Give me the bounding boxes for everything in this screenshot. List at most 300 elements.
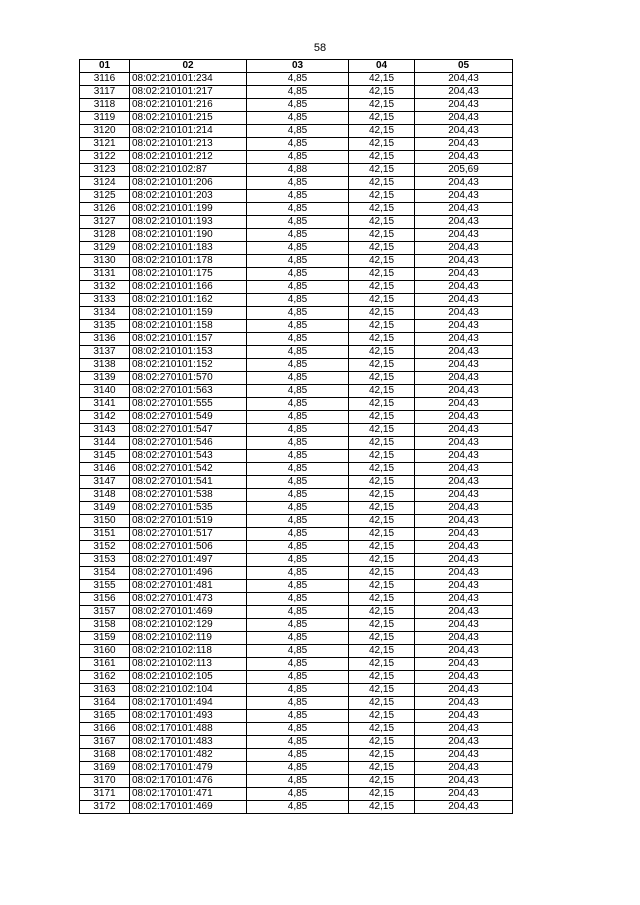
cadastral-number-cell: 08:02:270101:570 <box>130 372 247 385</box>
value-04-cell: 42,15 <box>349 411 415 424</box>
value-05-cell: 204,43 <box>415 788 513 801</box>
value-03-cell: 4,85 <box>247 203 349 216</box>
table-row <box>80 775 513 788</box>
header-col-04: 04 <box>349 60 415 73</box>
table-row <box>80 736 513 749</box>
row-number-cell: 3137 <box>80 346 130 359</box>
value-03-cell: 4,85 <box>247 541 349 554</box>
value-05-cell: 204,43 <box>415 762 513 775</box>
value-05-cell: 204,43 <box>415 398 513 411</box>
header-col-03: 03 <box>247 60 349 73</box>
value-03-cell: 4,85 <box>247 73 349 86</box>
value-05-cell: 204,43 <box>415 606 513 619</box>
cadastral-number-cell: 08:02:210101:152 <box>130 359 247 372</box>
cadastral-number-cell: 08:02:270101:473 <box>130 593 247 606</box>
cadastral-number-cell: 08:02:270101:542 <box>130 463 247 476</box>
cadastral-number-cell: 08:02:170101:476 <box>130 775 247 788</box>
value-04-cell: 42,15 <box>349 216 415 229</box>
value-05-cell: 204,43 <box>415 242 513 255</box>
cadastral-number-cell: 08:02:210102:104 <box>130 684 247 697</box>
row-number-cell: 3128 <box>80 229 130 242</box>
cadastral-number-cell: 08:02:270101:538 <box>130 489 247 502</box>
table-row <box>80 450 513 463</box>
page-number: 58 <box>313 42 327 54</box>
value-04-cell: 42,15 <box>349 229 415 242</box>
value-03-cell: 4,85 <box>247 450 349 463</box>
value-04-cell: 42,15 <box>349 190 415 203</box>
row-number-cell: 3165 <box>80 710 130 723</box>
table-row <box>80 307 513 320</box>
value-03-cell: 4,85 <box>247 775 349 788</box>
value-04-cell: 42,15 <box>349 203 415 216</box>
value-04-cell: 42,15 <box>349 151 415 164</box>
cadastral-number-cell: 08:02:210101:175 <box>130 268 247 281</box>
value-05-cell: 204,43 <box>415 723 513 736</box>
value-05-cell: 204,43 <box>415 541 513 554</box>
cadastral-number-cell: 08:02:270101:506 <box>130 541 247 554</box>
value-04-cell: 42,15 <box>349 736 415 749</box>
value-03-cell: 4,85 <box>247 372 349 385</box>
value-04-cell: 42,15 <box>349 476 415 489</box>
row-number-cell: 3125 <box>80 190 130 203</box>
value-04-cell: 42,15 <box>349 450 415 463</box>
value-04-cell: 42,15 <box>349 281 415 294</box>
table-row <box>80 151 513 164</box>
cadastral-number-cell: 08:02:210101:234 <box>130 73 247 86</box>
value-04-cell: 42,15 <box>349 489 415 502</box>
value-03-cell: 4,85 <box>247 515 349 528</box>
table-row <box>80 801 513 814</box>
value-04-cell: 42,15 <box>349 567 415 580</box>
value-05-cell: 204,43 <box>415 580 513 593</box>
value-03-cell: 4,85 <box>247 528 349 541</box>
value-04-cell: 42,15 <box>349 73 415 86</box>
value-03-cell: 4,85 <box>247 294 349 307</box>
value-05-cell: 204,43 <box>415 554 513 567</box>
table-row <box>80 645 513 658</box>
value-05-cell: 204,43 <box>415 411 513 424</box>
value-04-cell: 42,15 <box>349 580 415 593</box>
table-row <box>80 229 513 242</box>
row-number-cell: 3145 <box>80 450 130 463</box>
cadastral-number-cell: 08:02:270101:481 <box>130 580 247 593</box>
value-04-cell: 42,15 <box>349 177 415 190</box>
value-04-cell: 42,15 <box>349 385 415 398</box>
value-04-cell: 42,15 <box>349 684 415 697</box>
value-04-cell: 42,15 <box>349 307 415 320</box>
value-03-cell: 4,85 <box>247 645 349 658</box>
row-number-cell: 3150 <box>80 515 130 528</box>
value-05-cell: 204,43 <box>415 697 513 710</box>
value-04-cell: 42,15 <box>349 372 415 385</box>
row-number-cell: 3134 <box>80 307 130 320</box>
table-row <box>80 749 513 762</box>
table-row <box>80 398 513 411</box>
value-03-cell: 4,85 <box>247 359 349 372</box>
value-04-cell: 42,15 <box>349 723 415 736</box>
cadastral-number-cell: 08:02:270101:543 <box>130 450 247 463</box>
table-row <box>80 164 513 177</box>
value-05-cell: 205,69 <box>415 164 513 177</box>
row-number-cell: 3160 <box>80 645 130 658</box>
value-03-cell: 4,85 <box>247 86 349 99</box>
row-number-cell: 3139 <box>80 372 130 385</box>
row-number-cell: 3117 <box>80 86 130 99</box>
value-03-cell: 4,85 <box>247 671 349 684</box>
row-number-cell: 3122 <box>80 151 130 164</box>
value-03-cell: 4,85 <box>247 281 349 294</box>
cadastral-number-cell: 08:02:270101:517 <box>130 528 247 541</box>
value-05-cell: 204,43 <box>415 424 513 437</box>
cadastral-number-cell: 08:02:170101:493 <box>130 710 247 723</box>
value-04-cell: 42,15 <box>349 463 415 476</box>
row-number-cell: 3170 <box>80 775 130 788</box>
table-row <box>80 125 513 138</box>
table-row <box>80 762 513 775</box>
value-05-cell: 204,43 <box>415 567 513 580</box>
cadastral-number-cell: 08:02:170101:483 <box>130 736 247 749</box>
value-05-cell: 204,43 <box>415 333 513 346</box>
table-row <box>80 788 513 801</box>
value-05-cell: 204,43 <box>415 463 513 476</box>
cadastral-number-cell: 08:02:270101:496 <box>130 567 247 580</box>
value-03-cell: 4,85 <box>247 554 349 567</box>
cadastral-number-cell: 08:02:210101:159 <box>130 307 247 320</box>
cadastral-number-cell: 08:02:210101:190 <box>130 229 247 242</box>
value-05-cell: 204,43 <box>415 320 513 333</box>
cadastral-number-cell: 08:02:210101:166 <box>130 281 247 294</box>
cadastral-number-cell: 08:02:210102:119 <box>130 632 247 645</box>
row-number-cell: 3142 <box>80 411 130 424</box>
value-03-cell: 4,85 <box>247 385 349 398</box>
cadastral-number-cell: 08:02:210101:213 <box>130 138 247 151</box>
value-03-cell: 4,85 <box>247 632 349 645</box>
value-04-cell: 42,15 <box>349 86 415 99</box>
value-03-cell: 4,85 <box>247 489 349 502</box>
value-05-cell: 204,43 <box>415 112 513 125</box>
value-05-cell: 204,43 <box>415 151 513 164</box>
value-05-cell: 204,43 <box>415 229 513 242</box>
value-04-cell: 42,15 <box>349 424 415 437</box>
table-row <box>80 437 513 450</box>
value-04-cell: 42,15 <box>349 528 415 541</box>
value-05-cell: 204,43 <box>415 619 513 632</box>
value-03-cell: 4,88 <box>247 164 349 177</box>
value-05-cell: 204,43 <box>415 190 513 203</box>
value-04-cell: 42,15 <box>349 255 415 268</box>
value-04-cell: 42,15 <box>349 359 415 372</box>
table-row <box>80 515 513 528</box>
value-04-cell: 42,15 <box>349 554 415 567</box>
row-number-cell: 3152 <box>80 541 130 554</box>
value-05-cell: 204,43 <box>415 99 513 112</box>
row-number-cell: 3131 <box>80 268 130 281</box>
table-row <box>80 632 513 645</box>
row-number-cell: 3121 <box>80 138 130 151</box>
value-04-cell: 42,15 <box>349 398 415 411</box>
header-col-02: 02 <box>130 60 247 73</box>
data-table <box>79 59 513 814</box>
value-05-cell: 204,43 <box>415 710 513 723</box>
cadastral-number-cell: 08:02:270101:555 <box>130 398 247 411</box>
cadastral-number-cell: 08:02:270101:549 <box>130 411 247 424</box>
value-03-cell: 4,85 <box>247 255 349 268</box>
cadastral-number-cell: 08:02:210101:206 <box>130 177 247 190</box>
value-04-cell: 42,15 <box>349 606 415 619</box>
value-05-cell: 204,43 <box>415 385 513 398</box>
cadastral-number-cell: 08:02:170101:482 <box>130 749 247 762</box>
row-number-cell: 3171 <box>80 788 130 801</box>
row-number-cell: 3164 <box>80 697 130 710</box>
value-03-cell: 4,85 <box>247 229 349 242</box>
value-03-cell: 4,85 <box>247 398 349 411</box>
value-04-cell: 42,15 <box>349 645 415 658</box>
value-04-cell: 42,15 <box>349 320 415 333</box>
value-03-cell: 4,85 <box>247 242 349 255</box>
table-row <box>80 593 513 606</box>
cadastral-number-cell: 08:02:270101:563 <box>130 385 247 398</box>
table-row <box>80 411 513 424</box>
value-03-cell: 4,85 <box>247 307 349 320</box>
value-03-cell: 4,85 <box>247 177 349 190</box>
value-03-cell: 4,85 <box>247 788 349 801</box>
value-04-cell: 42,15 <box>349 125 415 138</box>
row-number-cell: 3116 <box>80 73 130 86</box>
header-col-05: 05 <box>415 60 513 73</box>
value-04-cell: 42,15 <box>349 242 415 255</box>
table-row <box>80 710 513 723</box>
value-03-cell: 4,85 <box>247 658 349 671</box>
cadastral-number-cell: 08:02:210102:129 <box>130 619 247 632</box>
value-03-cell: 4,85 <box>247 268 349 281</box>
table-row <box>80 86 513 99</box>
table-row <box>80 671 513 684</box>
cadastral-number-cell: 08:02:210101:217 <box>130 86 247 99</box>
value-04-cell: 42,15 <box>349 632 415 645</box>
value-05-cell: 204,43 <box>415 359 513 372</box>
value-05-cell: 204,43 <box>415 645 513 658</box>
table-row <box>80 554 513 567</box>
value-05-cell: 204,43 <box>415 346 513 359</box>
row-number-cell: 3141 <box>80 398 130 411</box>
cadastral-number-cell: 08:02:210101:215 <box>130 112 247 125</box>
value-05-cell: 204,43 <box>415 489 513 502</box>
row-number-cell: 3147 <box>80 476 130 489</box>
value-05-cell: 204,43 <box>415 684 513 697</box>
value-05-cell: 204,43 <box>415 437 513 450</box>
value-03-cell: 4,85 <box>247 749 349 762</box>
table-row <box>80 580 513 593</box>
row-number-cell: 3162 <box>80 671 130 684</box>
value-04-cell: 42,15 <box>349 788 415 801</box>
value-03-cell: 4,85 <box>247 411 349 424</box>
cadastral-number-cell: 08:02:210102:118 <box>130 645 247 658</box>
table-row <box>80 619 513 632</box>
cadastral-number-cell: 08:02:170101:488 <box>130 723 247 736</box>
value-05-cell: 204,43 <box>415 138 513 151</box>
cadastral-number-cell: 08:02:170101:469 <box>130 801 247 814</box>
value-04-cell: 42,15 <box>349 658 415 671</box>
table-row <box>80 541 513 554</box>
row-number-cell: 3166 <box>80 723 130 736</box>
table-row <box>80 463 513 476</box>
value-03-cell: 4,85 <box>247 593 349 606</box>
cadastral-number-cell: 08:02:270101:541 <box>130 476 247 489</box>
cadastral-number-cell: 08:02:270101:546 <box>130 437 247 450</box>
table-row <box>80 684 513 697</box>
table-row <box>80 268 513 281</box>
row-number-cell: 3129 <box>80 242 130 255</box>
value-03-cell: 4,85 <box>247 697 349 710</box>
value-03-cell: 4,85 <box>247 567 349 580</box>
cadastral-number-cell: 08:02:270101:497 <box>130 554 247 567</box>
value-05-cell: 204,43 <box>415 125 513 138</box>
cadastral-number-cell: 08:02:210101:216 <box>130 99 247 112</box>
value-05-cell: 204,43 <box>415 294 513 307</box>
value-04-cell: 42,15 <box>349 619 415 632</box>
row-number-cell: 3163 <box>80 684 130 697</box>
cadastral-number-cell: 08:02:210101:193 <box>130 216 247 229</box>
value-03-cell: 4,85 <box>247 476 349 489</box>
value-05-cell: 204,43 <box>415 450 513 463</box>
table-row <box>80 489 513 502</box>
cadastral-number-cell: 08:02:170101:479 <box>130 762 247 775</box>
value-05-cell: 204,43 <box>415 515 513 528</box>
value-05-cell: 204,43 <box>415 775 513 788</box>
value-04-cell: 42,15 <box>349 515 415 528</box>
value-03-cell: 4,85 <box>247 463 349 476</box>
table-row <box>80 606 513 619</box>
row-number-cell: 3168 <box>80 749 130 762</box>
cadastral-number-cell: 08:02:210101:212 <box>130 151 247 164</box>
table-row <box>80 216 513 229</box>
table-row <box>80 138 513 151</box>
value-03-cell: 4,85 <box>247 684 349 697</box>
cadastral-number-cell: 08:02:210101:214 <box>130 125 247 138</box>
header-col-01: 01 <box>80 60 130 73</box>
table-row <box>80 294 513 307</box>
value-04-cell: 42,15 <box>349 801 415 814</box>
value-03-cell: 4,85 <box>247 125 349 138</box>
row-number-cell: 3172 <box>80 801 130 814</box>
value-03-cell: 4,85 <box>247 333 349 346</box>
value-05-cell: 204,43 <box>415 476 513 489</box>
value-04-cell: 42,15 <box>349 346 415 359</box>
value-04-cell: 42,15 <box>349 697 415 710</box>
cadastral-number-cell: 08:02:210101:153 <box>130 346 247 359</box>
value-05-cell: 204,43 <box>415 86 513 99</box>
table-row <box>80 333 513 346</box>
table-row <box>80 99 513 112</box>
value-03-cell: 4,85 <box>247 151 349 164</box>
value-04-cell: 42,15 <box>349 99 415 112</box>
value-04-cell: 42,15 <box>349 112 415 125</box>
value-03-cell: 4,85 <box>247 437 349 450</box>
cadastral-number-cell: 08:02:210101:203 <box>130 190 247 203</box>
value-04-cell: 42,15 <box>349 541 415 554</box>
value-04-cell: 42,15 <box>349 164 415 177</box>
row-number-cell: 3135 <box>80 320 130 333</box>
table-row <box>80 697 513 710</box>
row-number-cell: 3130 <box>80 255 130 268</box>
table-row <box>80 73 513 86</box>
value-05-cell: 204,43 <box>415 281 513 294</box>
row-number-cell: 3167 <box>80 736 130 749</box>
table-row <box>80 723 513 736</box>
table-row <box>80 385 513 398</box>
value-05-cell: 204,43 <box>415 736 513 749</box>
table-row <box>80 424 513 437</box>
cadastral-number-cell: 08:02:170101:494 <box>130 697 247 710</box>
value-04-cell: 42,15 <box>349 437 415 450</box>
row-number-cell: 3159 <box>80 632 130 645</box>
row-number-cell: 3127 <box>80 216 130 229</box>
row-number-cell: 3156 <box>80 593 130 606</box>
value-04-cell: 42,15 <box>349 294 415 307</box>
row-number-cell: 3138 <box>80 359 130 372</box>
value-03-cell: 4,85 <box>247 606 349 619</box>
cadastral-number-cell: 08:02:210101:157 <box>130 333 247 346</box>
value-04-cell: 42,15 <box>349 502 415 515</box>
table-row <box>80 242 513 255</box>
table-row <box>80 112 513 125</box>
table-row <box>80 502 513 515</box>
value-05-cell: 204,43 <box>415 801 513 814</box>
row-number-cell: 3149 <box>80 502 130 515</box>
table-row <box>80 476 513 489</box>
table-row <box>80 372 513 385</box>
cadastral-number-cell: 08:02:270101:469 <box>130 606 247 619</box>
row-number-cell: 3148 <box>80 489 130 502</box>
table-row <box>80 346 513 359</box>
table-row <box>80 567 513 580</box>
table-row <box>80 255 513 268</box>
value-04-cell: 42,15 <box>349 710 415 723</box>
cadastral-number-cell: 08:02:210101:158 <box>130 320 247 333</box>
value-03-cell: 4,85 <box>247 190 349 203</box>
value-03-cell: 4,85 <box>247 112 349 125</box>
table-body <box>80 73 513 814</box>
row-number-cell: 3120 <box>80 125 130 138</box>
table-row <box>80 320 513 333</box>
table-row <box>80 528 513 541</box>
value-05-cell: 204,43 <box>415 73 513 86</box>
value-05-cell: 204,43 <box>415 528 513 541</box>
value-04-cell: 42,15 <box>349 593 415 606</box>
value-05-cell: 204,43 <box>415 658 513 671</box>
row-number-cell: 3143 <box>80 424 130 437</box>
cadastral-number-cell: 08:02:210101:183 <box>130 242 247 255</box>
value-03-cell: 4,85 <box>247 216 349 229</box>
value-05-cell: 204,43 <box>415 203 513 216</box>
row-number-cell: 3144 <box>80 437 130 450</box>
row-number-cell: 3157 <box>80 606 130 619</box>
value-05-cell: 204,43 <box>415 307 513 320</box>
value-04-cell: 42,15 <box>349 671 415 684</box>
value-05-cell: 204,43 <box>415 255 513 268</box>
value-04-cell: 42,15 <box>349 333 415 346</box>
value-05-cell: 204,43 <box>415 372 513 385</box>
row-number-cell: 3119 <box>80 112 130 125</box>
value-05-cell: 204,43 <box>415 632 513 645</box>
value-03-cell: 4,85 <box>247 502 349 515</box>
value-05-cell: 204,43 <box>415 749 513 762</box>
value-04-cell: 42,15 <box>349 749 415 762</box>
value-04-cell: 42,15 <box>349 138 415 151</box>
cadastral-number-cell: 08:02:210101:162 <box>130 294 247 307</box>
header-row <box>80 60 513 73</box>
value-03-cell: 4,85 <box>247 424 349 437</box>
